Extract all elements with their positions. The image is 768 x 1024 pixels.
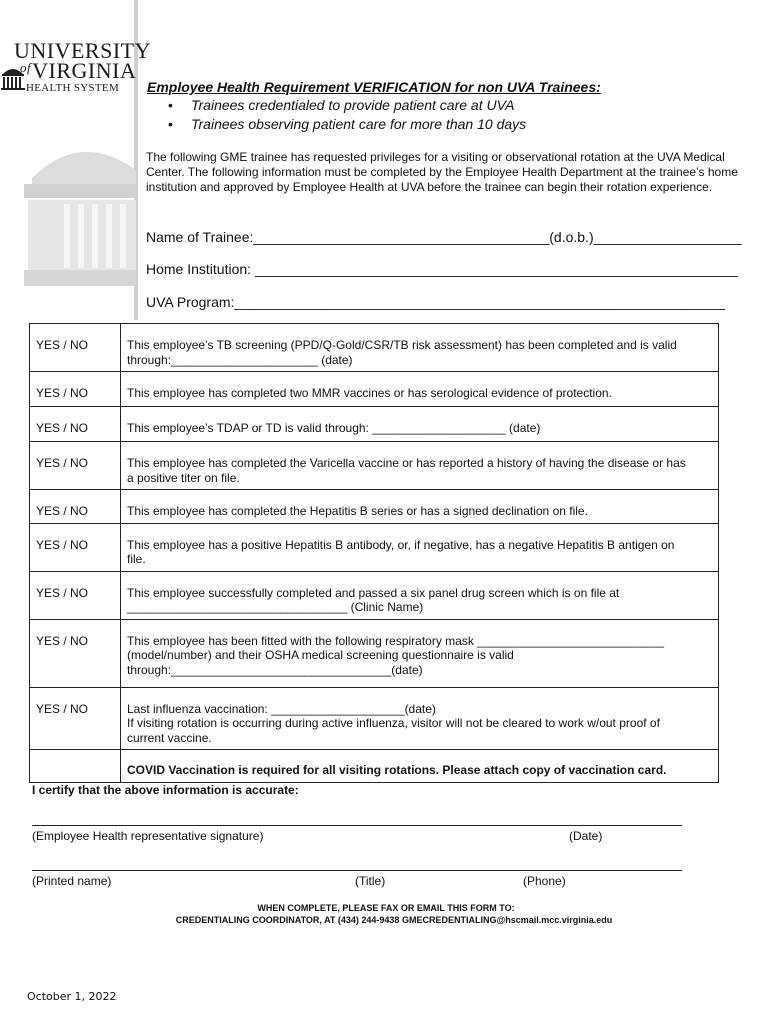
- requirement-line: This employee’s TDAP or TD is valid through: ____________________ (date): [127, 421, 541, 435]
- requirement-row: [30, 490, 719, 524]
- requirement-line: This employee’s TB screening (PPD/Q-Gold/CSR/TB risk assessment) has been completed and is valid: [127, 338, 677, 352]
- printed-name-label: (Printed name): [32, 874, 112, 888]
- yes-no-choice[interactable]: YES / NO: [30, 372, 121, 407]
- requirement-row: [30, 571, 719, 619]
- requirement-row: [30, 372, 719, 407]
- phone-label: (Phone): [523, 874, 566, 888]
- submit-instructions: WHEN COMPLETE, PLEASE FAX OR EMAIL THIS FORM TO:: [257, 903, 515, 913]
- requirement-line: This employee successfully completed and passed a six panel drug screen which is on file at: [127, 585, 620, 600]
- yes-no-choice[interactable]: YES / NO: [30, 523, 121, 571]
- requirement-line: Last influenza vaccination: ____________________(date): [127, 701, 436, 716]
- requirement-line: file.: [127, 552, 146, 566]
- requirement-line: a positive titer on file.: [127, 470, 240, 485]
- requirement-text: [121, 523, 719, 571]
- trainee-name-field[interactable]: Name of Trainee:______________________________________(d.o.b.)___________________: [146, 229, 742, 245]
- requirement-text: [121, 442, 719, 490]
- requirement-text: [121, 407, 719, 442]
- yes-no-choice[interactable]: YES / NO: [30, 687, 121, 750]
- yes-no-choice[interactable]: YES / NO: [30, 407, 121, 442]
- logo-of: of: [20, 60, 32, 75]
- requirement-text: [121, 324, 719, 372]
- requirement-line: _________________________________ (Clinic Name): [127, 600, 424, 614]
- requirement-row: [30, 442, 719, 490]
- yes-no-choice[interactable]: YES / NO: [30, 442, 121, 490]
- requirement-line: This employee has completed the Varicella vaccine or has reported a history of having the disease or has: [127, 456, 686, 470]
- yes-no-choice[interactable]: [30, 750, 121, 783]
- requirement-row: [30, 523, 719, 571]
- signature-line[interactable]: [32, 825, 682, 826]
- logo-virginia-text: VIRGINIA: [32, 58, 137, 83]
- requirement-row: [30, 750, 719, 783]
- requirement-line: (model/number) and their OSHA medical screening questionnaire is valid: [127, 648, 514, 662]
- requirement-line: through:_________________________________(date): [127, 662, 423, 677]
- requirement-text: [121, 619, 719, 687]
- requirement-row: [30, 687, 719, 750]
- yes-no-choice[interactable]: YES / NO: [30, 490, 121, 524]
- logo-university: UNIVERSITY: [14, 38, 151, 63]
- requirement-line: This employee has a positive Hepatitis B antibody, or, if negative, has a negative Hepatitis B antigen on: [127, 537, 675, 552]
- date-label: (Date): [569, 829, 603, 843]
- requirement-text: [121, 687, 719, 750]
- contact-info: CREDENTIALING COORDINATOR, AT (434) 244-9438 GMECREDENTIALING@hscmail.mcc.virginia.edu: [175, 915, 613, 925]
- requirement-row: [30, 407, 719, 442]
- form-title: Employee Health Requirement VERIFICATION for non UVA Trainees:: [147, 79, 601, 95]
- requirement-text: [121, 490, 719, 524]
- printed-name-line[interactable]: [32, 870, 682, 871]
- requirement-row: [30, 324, 719, 372]
- uva-health-logo: [0, 38, 151, 96]
- yes-no-choice[interactable]: YES / NO: [30, 619, 121, 687]
- yes-no-choice[interactable]: YES / NO: [30, 571, 121, 619]
- intro-paragraph: The following GME trainee has requested privileges for a visiting or observational rotation at the UVA Medical Center. The following information must be completed by the Employee Health Department at the trainee’s home institution and approved by Employee Health at UVA before the trainee can begin their rotation experience.: [146, 150, 738, 194]
- requirement-row: [30, 619, 719, 687]
- yes-no-choice[interactable]: YES / NO: [30, 324, 121, 372]
- requirement-text: [121, 571, 719, 619]
- requirement-line: This employee has completed the Hepatitis B series or has a signed declination on file.: [127, 504, 588, 518]
- requirement-line: If visiting rotation is occurring during active influenza, visitor will not be cleared to work w/out proof of: [127, 716, 660, 730]
- signature-label: (Employee Health representative signature): [32, 829, 264, 843]
- requirement-line: This employee has completed two MMR vaccines or has serological evidence of protection.: [127, 386, 612, 400]
- trainee-criteria-list: [168, 96, 526, 134]
- requirements-table: [29, 323, 719, 783]
- home-institution-field[interactable]: Home Institution: ______________________________________________________________: [146, 261, 738, 277]
- requirement-text: [121, 750, 719, 783]
- criteria-item: • Trainees credentialed to provide patient care at UVA: [168, 96, 526, 115]
- document-date: October 1, 2022: [27, 990, 117, 1003]
- certify-statement: I certify that the above information is accurate:: [32, 783, 299, 797]
- title-label: (Title): [355, 874, 386, 888]
- requirement-text: [121, 372, 719, 407]
- requirement-line: COVID Vaccination is required for all visiting rotations. Please attach copy of vaccination card.: [127, 763, 667, 777]
- criteria-item: • Trainees observing patient care for more than 10 days: [168, 115, 526, 134]
- logo-health-system: HEALTH SYSTEM: [26, 82, 120, 94]
- requirement-line: This employee has been fitted with the following respiratory mask ____________________________: [127, 633, 665, 648]
- requirement-line: current vaccine.: [127, 730, 212, 745]
- requirement-line: through:______________________ (date): [127, 352, 353, 367]
- rotunda-watermark-icon: [24, 138, 136, 290]
- uva-program-field[interactable]: UVA Program:_______________________________________________________________: [146, 294, 725, 310]
